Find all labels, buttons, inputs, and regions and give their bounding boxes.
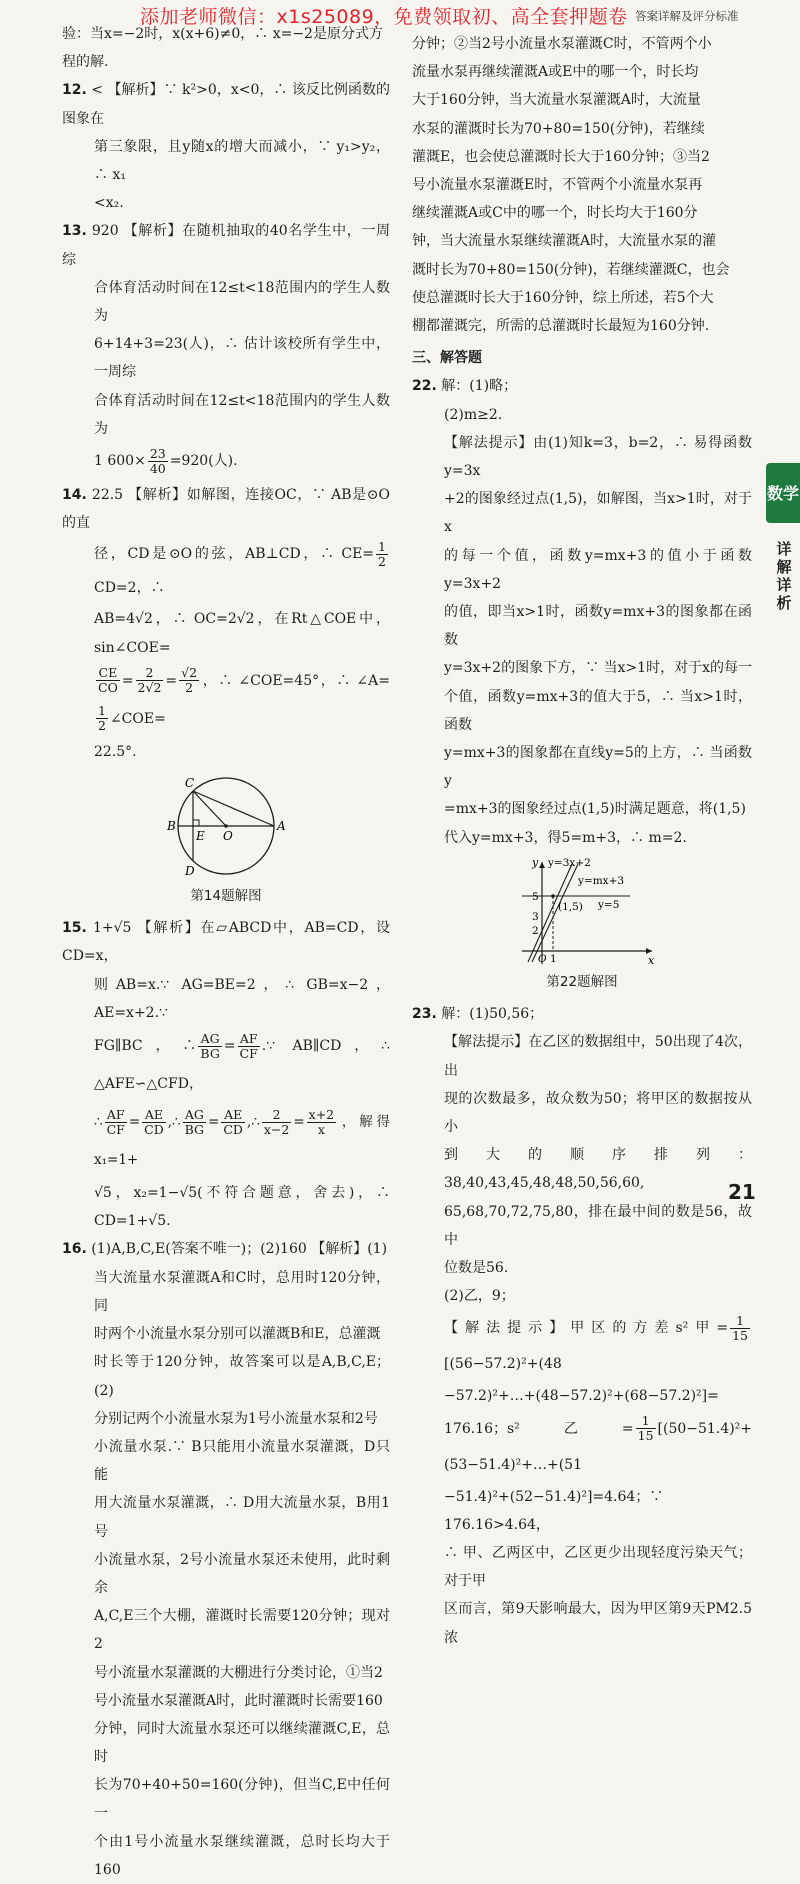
text-span: 解：(1)50,56；: [441, 1006, 544, 1023]
figure-14-caption: 第14题解图: [190, 888, 262, 905]
page-number: 21: [728, 1180, 756, 1204]
text-line: 继续灌溉A或C中的哪一个，时长均大于160分: [412, 205, 698, 222]
fraction: [96, 704, 108, 733]
label-e: E: [196, 829, 205, 844]
fraction-denominator: 2: [378, 553, 386, 569]
fraction: [105, 1108, 127, 1137]
watermark-banner: 添加老师微信：x1s25089，免费领取初、高全套押题卷: [140, 6, 628, 28]
fraction: [636, 1414, 656, 1443]
text-line: 水泵的灌溉时长为70+80=150(分钟)，若继续: [412, 120, 705, 137]
label-o: O: [223, 829, 233, 844]
text-line: ∴ 甲、乙两区中，乙区更少出现轻度污染天气；对于甲: [444, 1544, 752, 1590]
text-line: [412, 1310, 752, 1382]
fraction-numerator: 1: [636, 1414, 656, 1429]
segment-ca: [193, 791, 274, 826]
label-b: B: [167, 819, 176, 834]
question-15: [62, 914, 390, 970]
fraction-numerator: AG: [198, 1032, 221, 1047]
fraction-denominator: BG: [200, 1045, 220, 1061]
fraction: [221, 1108, 245, 1137]
fraction-denominator: CD: [144, 1122, 164, 1138]
text-span: .∵ AB∥CD，∴ △AFE∽△CFD，: [94, 1038, 390, 1093]
label-2: 2: [532, 924, 539, 937]
text-line: (2)乙，9；: [444, 1288, 515, 1305]
question-number: 23.: [412, 1006, 437, 1023]
fraction-numerator: AF: [105, 1108, 127, 1123]
header-title: 答案详解及评分标准: [635, 9, 739, 23]
segment-oc: [193, 791, 226, 826]
fraction: [198, 1032, 221, 1061]
left-column: [62, 20, 390, 1884]
text-line: 个由1号小流量水泵继续灌溉，总时长均大于160: [94, 1833, 390, 1878]
right-angle-mark: [193, 820, 199, 826]
question-22: [412, 372, 752, 400]
question-number: 13.: [62, 223, 87, 240]
fraction-denominator: 2: [185, 680, 194, 696]
question-number: 12.: [62, 82, 87, 99]
text-line: 合体育活动时间在12≤t<18范围内的学生人数为: [94, 392, 390, 437]
question-number: 14.: [62, 487, 87, 504]
right-column: [412, 30, 752, 1652]
question-number: 15.: [62, 920, 87, 937]
text-line: 时两个小流量水泵分别可以灌溉B和E，总灌溉: [94, 1326, 381, 1343]
text-line: +2的图象经过点(1,5)，如解图，当x>1时，对于x: [444, 491, 752, 536]
section-heading: 三、解答题: [412, 350, 482, 367]
text-line: 区而言，第9天影响最大，因为甲区第9天PM2.5浓: [444, 1601, 752, 1646]
text-line: 验：当x=−2时，x(x+6)≠0，∴ x=−2是原分式方: [62, 26, 383, 42]
text-span: [(50−51.4)²+(53−51.4)²+…+(51: [444, 1420, 752, 1473]
text-span: ∠COE=: [109, 710, 166, 727]
text-line: 65,68,70,72,75,80，排在最中间的数是56，故中: [444, 1203, 752, 1248]
text-line: (2)m≥2.: [444, 406, 503, 423]
text-line: 小流量水泵，2号小流量水泵还未使用，此时剩余: [94, 1551, 390, 1596]
text-line: y=mx+3的图象都在直线y=5的上方，∴ 当函数y: [444, 745, 752, 790]
text-line: 6+14+3=23(人)，∴ 估计该校所有学生中，一周综: [94, 336, 390, 381]
text-line: 分钟，同时大流量水泵还可以继续灌溉C,E，总时: [94, 1720, 390, 1766]
fraction-denominator: CD: [223, 1122, 243, 1138]
text-line: =mx+3的图象经过点(1,5)时满足题意，将(1,5): [444, 801, 746, 818]
text-line: ∴ $\frac{AF}{CF}$ = $\frac{AE}{CD}$ ,∴ $\frac{AG}{BG}$ = $\frac{AE}{CD}$ ,∴ $\frac{2}{x-2}$ = $\frac{x+2}{x}$ ，解得x₁=1+: [94, 1107, 390, 1169]
fraction-numerator: x+2: [308, 1107, 335, 1123]
question-13: [62, 217, 390, 273]
text-span: 【解法提示】甲区的方差s²甲=: [444, 1320, 729, 1337]
y-axis-arrow-icon: [539, 862, 545, 868]
fraction-denominator: x−2: [263, 1122, 290, 1138]
text-span: 1 600×: [94, 453, 146, 470]
fraction-numerator: 1: [730, 1314, 750, 1329]
fraction-denominator: 15: [637, 1428, 654, 1444]
text-line: −51.4)²+(52−51.4)²]=4.64；∵ 176.16>4.64，: [444, 1488, 664, 1533]
text-line: 合体育活动时间在12≤t<18范围内的学生人数为: [94, 279, 390, 325]
figure-22-graph: [502, 856, 662, 968]
text-line: [62, 537, 390, 605]
fraction: [238, 1032, 260, 1061]
fraction-numerator: AE: [142, 1108, 166, 1123]
text-line: [412, 1411, 752, 1483]
text-line: 分钟；②当2号小流量水泵灌溉C时，不管两个小: [412, 36, 712, 52]
text-line: <x₂.: [94, 195, 124, 212]
text-line: 代入y=mx+3，得5=m+3，∴ m=2.: [444, 829, 687, 846]
text-line: 大于160分钟，当大流量水泵灌溉A时，大流量: [412, 92, 701, 109]
fraction-denominator: CF: [106, 1122, 125, 1138]
label-5: 5: [532, 890, 539, 903]
fraction: [730, 1314, 750, 1343]
question-23: [412, 1000, 752, 1028]
subject-tab-label: 数学: [766, 483, 799, 503]
text-line: FG∥BC，∴ $\frac{AG}{BG}$ = $\frac{AF}{CF}$ .∵ AB∥CD，∴ △AFE∽△CFD，: [94, 1030, 390, 1093]
text-line: 的值，即当x>1时，函数y=mx+3的图象都在函数: [444, 604, 752, 649]
label-a: A: [277, 819, 286, 834]
text-span: ∴: [94, 1114, 103, 1131]
text-line: 现的次数最多，故众数为50；将甲区的数据按从小: [444, 1090, 752, 1135]
text-span: 解：(1)略；: [441, 378, 518, 395]
text-line: 【解法提示】由(1)知k=3，b=2，∴ 易得函数y=3x: [444, 434, 752, 480]
question-16: [62, 1235, 390, 1263]
text-line: 的每一个值，函数y=mx+3的值小于函数y=3x+2: [444, 547, 752, 592]
text-line: 当大流量水泵灌溉A和C时，总用时120分钟，同: [94, 1269, 390, 1314]
fraction: [96, 666, 120, 695]
fraction-numerator: AF: [238, 1032, 260, 1047]
figure-14-circle-diagram: [161, 770, 291, 882]
text-span: 176.16；s²乙=: [444, 1420, 634, 1437]
text-line: $\frac{CE}{CO}$ = $\frac{2}{2√2}$ = $\frac{√2}{2}$ ，∴ ∠COE=45°，∴ ∠A= $\frac{1}{2}$ ∠COE=: [98, 665, 390, 734]
text-line: √5，x₂=1−√5(不符合题意，舍去)，∴ CD=1+√5.: [94, 1185, 390, 1230]
label-3: 3: [532, 910, 539, 923]
fraction-numerator: 2: [136, 666, 164, 681]
text-line: 第三象限，且y随x的增大而减小，∵ y₁>y₂，∴ x₁: [94, 138, 390, 184]
text-line: 小流量水泵.∵ B只能用小流量水泵灌溉，D只能: [94, 1438, 390, 1484]
text-line: 程的解.: [62, 54, 109, 71]
text-line: 用大流量水泵灌溉，∴ D用大流量水泵，B用1号: [94, 1495, 390, 1540]
fraction-denominator: 2: [98, 718, 106, 734]
fraction: [307, 1108, 336, 1137]
text-span: FG∥BC，∴: [94, 1038, 197, 1055]
text-span: [(56−57.2)²+(48: [444, 1356, 562, 1373]
label-origin: O: [538, 952, 547, 965]
fraction-denominator: x: [317, 1122, 325, 1138]
text-line: 溉时长为70+80=150(分钟)，若继续灌溉C，也会: [412, 261, 730, 278]
text-line: 号小流量水泵灌溉E时，不管两个小流量水泵再: [412, 177, 703, 194]
label-c: C: [185, 776, 195, 791]
text-line: [62, 443, 390, 479]
text-line: 长为70+40+50=160(分钟)，但当C,E中任何一: [94, 1777, 390, 1822]
point-1-5: [551, 894, 555, 898]
text-line: 则AB=x.∵ AG=BE=2，∴ GB=x−2，AE=x+2.∵: [94, 976, 390, 1021]
text-line: 位数是56.: [444, 1259, 509, 1276]
line-y-mx-plus-3: [532, 864, 578, 962]
text-line: 使总灌溉时长大于160分钟，综上所述，若5个大: [412, 289, 714, 306]
label-y-equals-5: y=5: [598, 898, 620, 911]
question-number: 22.: [412, 378, 437, 395]
text-line: 棚都灌溉完，所需的总灌溉时长最短为160分钟.: [412, 318, 710, 335]
fraction-numerator: 23: [149, 445, 166, 461]
text-line: A,C,E三个大棚，灌溉时长需要120分钟；现对2: [94, 1608, 390, 1653]
subject-tab: [766, 463, 800, 523]
text-line: 【解法提示】在乙区的数据组中，50出现了4次，出: [444, 1034, 752, 1079]
text-span: =920(人).: [169, 453, 238, 470]
fraction-denominator: CF: [239, 1045, 258, 1061]
fraction-numerator: AG: [183, 1108, 206, 1123]
text-line: 时长等于120分钟，故答案可以是A,B,C,E；(2): [94, 1354, 390, 1399]
text-span: 1+√5 【解析】在▱ABCD中，AB=CD，设CD=x，: [62, 920, 391, 965]
text-line: 钟，当大流量水泵继续灌溉A时，大流量水泵的灌: [412, 233, 717, 250]
fraction-denominator: 40: [149, 460, 166, 476]
text-line: 号小流量水泵灌溉的大棚进行分类讨论，①当2: [94, 1664, 383, 1681]
label-x: x: [648, 953, 655, 967]
label-y: y: [532, 855, 539, 869]
label-1: 1: [550, 952, 557, 965]
text-line: 22.5°.: [94, 743, 137, 760]
text-span: 径，CD是⊙O的弦，AB⊥CD，∴ CE=: [94, 546, 375, 563]
text-span: 920 【解析】在随机抽取的40名学生中，一周综: [62, 223, 390, 268]
question-14: [62, 481, 390, 537]
text-span: (1)A,B,C,E(答案不唯一)；(2)160 【解析】(1): [91, 1241, 388, 1258]
text-line: 流量水泵再继续灌溉A或E中的哪一个，时长均: [412, 64, 699, 81]
text-line: −57.2)²+…+(48−57.2)²+(68−57.2)²]=: [444, 1388, 719, 1405]
text-line: 号小流量水泵灌溉A时，此时灌溉时长需要160: [94, 1692, 383, 1709]
fraction-denominator: CO: [98, 680, 118, 696]
text-line: 到大的顺序排列：38,40,43,45,48,48,50,56,60,: [444, 1147, 752, 1192]
fraction: [376, 540, 388, 569]
fraction-denominator: 2√2: [137, 680, 162, 696]
fraction-numerator: √2: [181, 665, 198, 681]
fraction-numerator: AE: [221, 1108, 245, 1123]
fraction-numerator: 1: [98, 703, 106, 719]
text-span: ，解得x₁=1+: [94, 1114, 390, 1169]
fraction: [136, 666, 164, 695]
label-d: D: [185, 864, 195, 879]
question-number: 16.: [62, 1241, 87, 1258]
fraction: [183, 1108, 206, 1137]
center-point: [224, 824, 228, 828]
text-line: 灌溉E，也会使总灌溉时长大于160分钟；③当2: [412, 148, 710, 165]
fraction: [148, 447, 168, 476]
text-span: ，∴ ∠COE=45°，∴ ∠A=: [201, 672, 390, 689]
text-span: 22.5 【解析】如解图，连接OC，∵ AB是⊙O的直: [62, 487, 390, 532]
label-y-mx-plus-3: y=mx+3: [578, 874, 625, 887]
question-12: [62, 76, 390, 132]
text-line: 个值，函数y=mx+3的值大于5，∴ 当x>1时，函数: [444, 688, 752, 733]
text-span: CD=2，∴: [94, 580, 165, 597]
fraction: [179, 666, 199, 695]
text-line: 分别记两个小流量水泵为1号小流量水泵和2号: [94, 1410, 378, 1427]
text-line: y=3x+2的图象下方，∵ 当x>1时，对于x的每一: [444, 660, 752, 677]
fraction-denominator: BG: [184, 1122, 205, 1138]
figure-22-caption: 第22题解图: [546, 973, 618, 990]
fraction-numerator: 1: [378, 538, 386, 554]
text-line: AB=4√2，∴ OC=2√2，在Rt△COE中，sin∠COE=: [94, 611, 390, 656]
label-point-1-5: (1,5): [558, 900, 583, 913]
text-span: < 【解析】∵ k²>0，x<0，∴ 该反比例函数的图象在: [62, 82, 390, 127]
fraction-numerator: CE: [96, 666, 120, 681]
label-y-3x-plus-2: y=3x+2: [548, 856, 591, 869]
fraction-numerator: 2: [262, 1108, 291, 1123]
side-section-label: 详解详析: [776, 540, 792, 612]
fraction-denominator: 15: [732, 1327, 748, 1343]
fraction: [262, 1108, 291, 1137]
fraction: [142, 1108, 166, 1137]
